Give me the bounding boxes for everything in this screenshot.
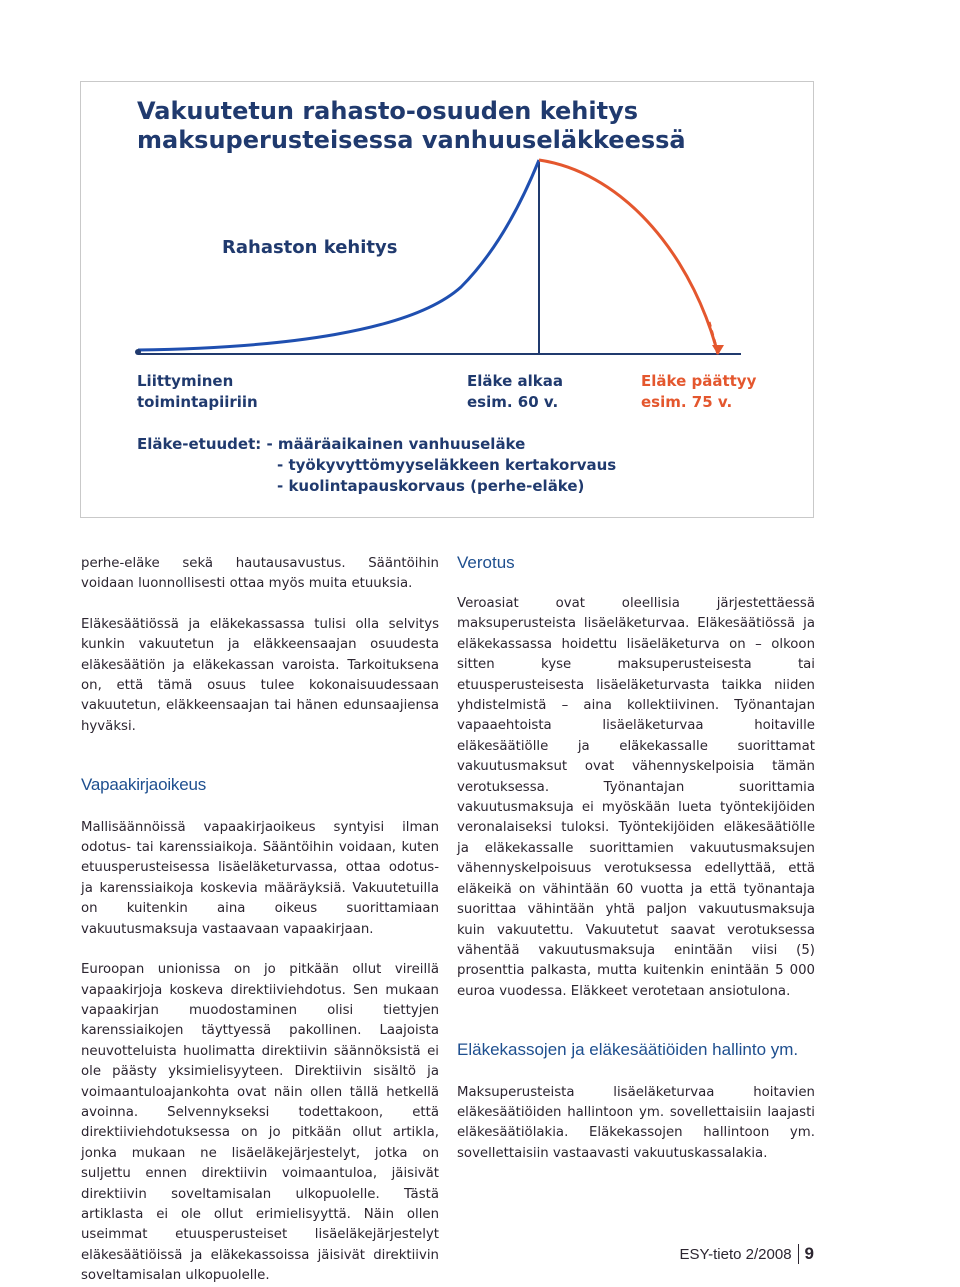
left-paragraph-1: perhe-eläke sekä hautausavustus. Sääntöihin voidaan luonnollisesti ottaa myös muita etuuksia. (81, 556, 439, 592)
start-label-line1: Eläke alkaa (467, 372, 563, 390)
benefits-line2: - työkyvyttömyyseläkkeen kertakorvaus (277, 456, 617, 474)
left-paragraph-3: Mallisäännöissä vapaakirjaoikeus syntyisi ilman odotus- tai karenssiaikoja. Sääntöihin voidaan, kuten etuusperusteisessa lisäeläketurvassa, ottaa odotus- ja karenssiaikoja koskevia määräyksiä. Vakuutetuilla on kuitenkin aina oikeus suorittamiaan vakuutusmaksuja vastaavaan vapaakirjaan. (81, 819, 439, 937)
figure-title-line2: maksuperusteisessa vanhuuseläkkeessä (137, 126, 686, 154)
benefits-line1: Eläke-etuudet: - määräaikainen vanhuuseläke (137, 435, 526, 453)
end-label-line2: esim. 75 v. (641, 393, 733, 411)
figure-subtitle: Rahaston kehitys (222, 237, 398, 258)
right-paragraph-2: Maksuperusteista lisäeläketurvaa hoitavien eläkesäätiöiden hallintoon ym. sovellettaisiin laajasti eläkesäätiölakia. Eläkekassojen hallintoon ym. sovellettaisiin vastaavasti vakuutuskassalakia. (457, 1084, 815, 1161)
vapaakirjaoikeus-heading: Vapaakirjaoikeus (81, 775, 207, 795)
join-label-line2: toimintapiiriin (137, 393, 258, 411)
publication-name: ESY-tieto 2/2008 (679, 1245, 792, 1263)
hallinto-heading: Eläkekassojen ja eläkesäätiöiden hallinto ym. (457, 1040, 799, 1060)
pension-fund-figure (80, 81, 814, 518)
verotus-heading: Verotus (457, 553, 515, 572)
end-label-line1: Eläke päättyy (641, 372, 757, 390)
join-label-line1: Liittyminen (137, 372, 234, 390)
left-paragraph-2: Eläkesäätiössä ja eläkekassassa tulisi olla selvitys kunkin vakuutetun ja eläkkeensaajan osuudesta eläkesäätiön ja eläkekassan varoista. Tarkoituksena on, että tämä osuus tulee kokonaisuudessaan vakuutetun, eläkkeensaajan tai hänen edunsaajiensa hyväksi. (81, 616, 439, 734)
pension-fund-chart (81, 82, 813, 517)
right-column (457, 594, 815, 1164)
benefits-line3: - kuolintapauskorvaus (perhe-eläke) (277, 477, 585, 495)
footer-divider (798, 1244, 799, 1264)
left-column (81, 554, 439, 1287)
join-marker (135, 349, 141, 355)
page-number: 9 (804, 1244, 814, 1263)
start-label-line2: esim. 60 v. (467, 393, 559, 411)
figure-title-line1: Vakuutetun rahasto-osuuden kehitys (137, 97, 639, 125)
right-paragraph-1: Veroasiat ovat oleellisia järjestettäessä maksuperusteista lisäeläketurvaa. Eläkesäätiössä ja eläkekassassa hoidettu lisäeläketurva on – olkoon sitten kyse maksuperusteisesta tai etuusperusteisesta lisäeläketurvasta taikka niiden yhdistelmistä – aina kollektiivinen. Työnantajan vapaaehtoista lisäeläketurvaa hoitaville eläkesäätiölle ja eläkekassalle suorittamat vakuutusmaksut ovat vähennyskelpoisia tämän verotuksessa. Työnantajan suorittamia vakuutusmaksuja ei myöskään lueta työntekijöiden veronalaiseksi tuloksi. Työntekijöiden eläkesäätiölle ja eläkekassalle suorittamien vakuutusmaksujen vähennyskelpoisuus verotuksessa edellyttää, että eläkeikä on vähintään 60 vuotta ja että työnantaja suorittaa vähintään yhtä paljon vakuutusmaksuja kuin vakuutettu. Vakuutetut saavat verotuksessa vähentää vakuutusmaksuja enintään viisi (5) prosenttia palkasta, mutta kuitenkin enintään 5 000 euroa vuodessa. Eläkkeet verotetaan ansiotulona. (457, 596, 815, 999)
page-footer (680, 1244, 815, 1264)
left-paragraph-4: Euroopan unionissa on jo pitkään ollut vireillä vapaakirjoja koskeva direktiiviehdotus. Sen mukaan vapaakirjan muodostaminen olisi tiettyjen karenssiaikojen täyttyessä pakollinen. Laajoista neuvotteluista huolimatta direktiivin säännöksistä ei ole päästy yksimielisyyteen. Direktiivin sisältö ja voimaantuloajankohta ovat näin ollen tällä hetkellä avoinna. Selvennykseksi todettakoon, että direktiiviehdotuksessa on jo pitkään ollut artikla, jonka mukaan ne lisäeläkejärjestelyt, jotka on suljettu ennen direktiivin voimaantuloa, jäisivät direktiivin soveltamisalan ulkopuolelle. Tästä artiklasta ei ole ollut erimielisyyttä. Näin ollen useimmat etuusperusteiset lisäeläkejärjestelyt eläkesäätiöissä ja eläkekassoissa jäisivät direktiivin soveltamisalan ulkopuolelle. (81, 962, 439, 1284)
fund-decline-curve (539, 160, 718, 354)
